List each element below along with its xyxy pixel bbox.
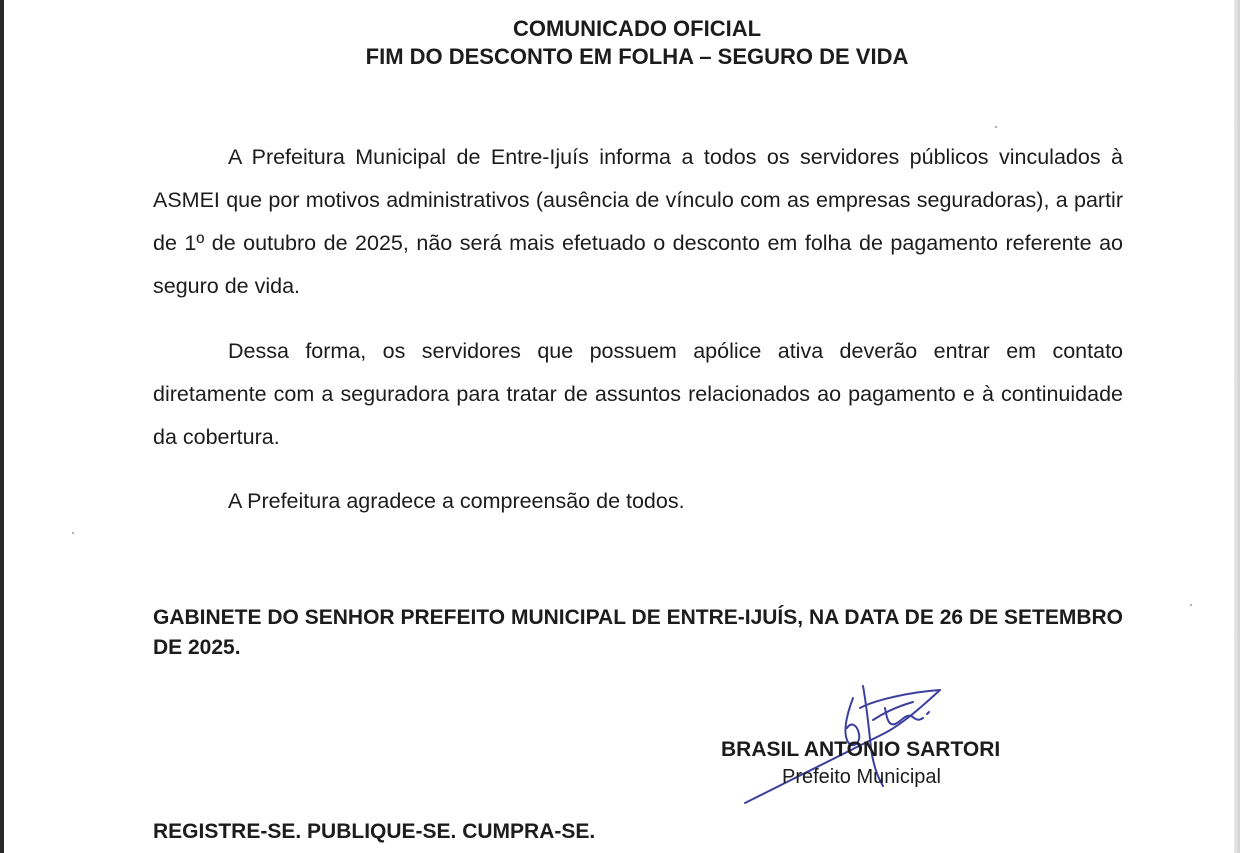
paragraph-announcement: A Prefeitura Municipal de Entre-Ijuís informa a todos os servidores públicos vinculados à ASMEI que por motivos administrativos (ausência de vínculo com as empresas seguradoras), a partir de 1º de outubro de 2025, não será mais efetuado o desconto em folha de pagamento referente ao seguro de vida. — [153, 145, 1123, 298]
scan-right-edge — [1234, 0, 1240, 853]
scan-speck — [1190, 604, 1192, 606]
final-formula: REGISTRE-SE. PUBLIQUE-SE. CUMPRA-SE. — [153, 820, 596, 843]
signatory-name: BRASIL ANTONIO SARTORI — [721, 738, 1001, 761]
paragraph-thanks: A Prefeitura agradece a compreensão de todos. — [228, 489, 685, 513]
scan-left-edge — [0, 0, 4, 853]
scan-speck — [995, 126, 997, 128]
scan-speck — [72, 532, 74, 534]
signatory-role: Prefeito Municipal — [782, 766, 941, 788]
paragraph-instructions: Dessa forma, os servidores que possuem apólice ativa deverão entrar em contato diretamente com a seguradora para tratar de assuntos relacionados ao pagamento e à continuidade da cobertura. — [153, 339, 1123, 449]
document-subtitle: FIM DO DESCONTO EM FOLHA – SEGURO DE VIDA — [365, 44, 909, 69]
signature-block — [721, 736, 1031, 790]
document-title: COMUNICADO OFICIAL — [512, 16, 762, 41]
closing-statement: GABINETE DO SENHOR PREFEITO MUNICIPAL DE ENTRE-IJUÍS, NA DATA DE 26 DE SETEMBRO DE 2025. — [153, 606, 1123, 659]
